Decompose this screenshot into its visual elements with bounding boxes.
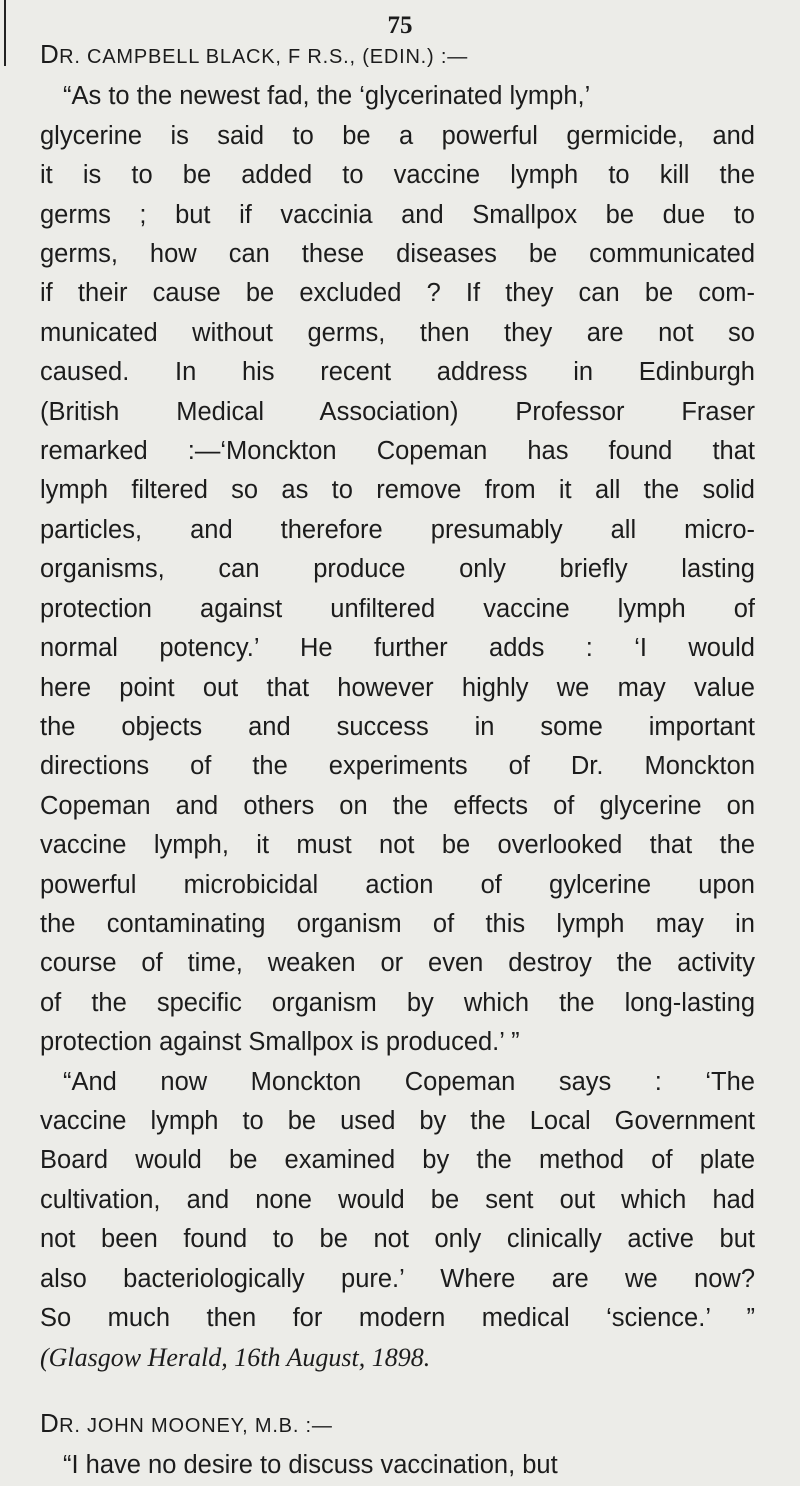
paragraph-line: not been found to be not only clinically active but xyxy=(40,1225,755,1254)
paragraph-line: lymph filtered so as to remove from it all the solid xyxy=(40,476,755,505)
paragraph-line: cultivation, and none would be sent out which had xyxy=(40,1185,755,1214)
section-heading: DR. JOHN MOONEY, M.B. :— xyxy=(40,1407,333,1438)
paragraph-line: (British Medical Association) Professor Fraser xyxy=(40,397,755,426)
citation: (Glasgow Herald, 16th August, 1898. xyxy=(40,1343,431,1373)
paragraph-line: vaccine lymph to be used by the Local Government xyxy=(40,1106,755,1135)
paragraph-line: protection against Smallpox is produced.’ ” xyxy=(40,1028,520,1057)
paragraph-line: “And now Monckton Copeman says : ‘The xyxy=(63,1067,755,1096)
paragraph-line: course of time, weaken or even destroy the activity xyxy=(40,949,755,978)
paragraph-line: if their cause be excluded ? If they can be com- xyxy=(40,279,755,308)
section-campbell-black xyxy=(40,35,755,1486)
paragraph-line: Board would be examined by the method of plate xyxy=(40,1146,755,1175)
paragraph-line: germs ; but if vaccinia and Smallpox be due to xyxy=(40,200,755,229)
paragraph-line: protection against unfiltered vaccine lymph of xyxy=(40,594,755,623)
page-number: 75 xyxy=(387,12,413,39)
paragraph-line: vaccine lymph, it must not be overlooked that the xyxy=(40,831,755,860)
section-heading: DR. CAMPBELL BLACK, F R.S., (EDIN.) :— xyxy=(40,39,469,69)
paragraph-line: the contaminating organism of this lymph may in xyxy=(40,909,755,938)
paragraph-line: normal potency.’ He further adds : ‘I would xyxy=(40,634,755,663)
paragraph-line: it is to be added to vaccine lymph to kill the xyxy=(40,161,755,190)
paragraph-line: municated without germs, then they are not so xyxy=(40,318,755,347)
paragraph-line: particles, and therefore presumably all micro- xyxy=(40,515,755,544)
paragraph-line: “As to the newest fad, the ‘glycerinated lymph,’ xyxy=(63,82,591,111)
paragraph-line: glycerine is said to be a powerful germicide, and xyxy=(40,121,755,150)
section-gap xyxy=(40,1378,755,1404)
paragraph-line: powerful microbicidal action of gylcerine upon xyxy=(40,870,755,899)
paragraph-line: the objects and success in some important xyxy=(40,712,755,741)
paragraph-line: here point out that however highly we may value xyxy=(40,673,755,702)
paragraph-line: “I have no desire to discuss vaccination, but xyxy=(63,1451,558,1480)
paragraph-line: also bacteriologically pure.’ Where are we now? xyxy=(40,1264,755,1293)
paragraph-line: caused. In his recent address in Edinburgh xyxy=(40,358,755,387)
paragraph-line: organisms, can produce only briefly lasting xyxy=(40,555,755,584)
paragraph-line: of the specific organism by which the long-lasting xyxy=(40,988,755,1017)
paragraph-line: directions of the experiments of Dr. Monckton xyxy=(40,752,755,781)
paragraph-line: So much then for modern medical ‘science.’ ” xyxy=(40,1304,755,1332)
paragraph-line: germs, how can these diseases be communicated xyxy=(40,240,755,269)
paragraph-line: Copeman and others on the effects of glycerine on xyxy=(40,791,755,820)
paragraph-line: remarked :—‘Monckton Copeman has found that xyxy=(40,437,755,466)
